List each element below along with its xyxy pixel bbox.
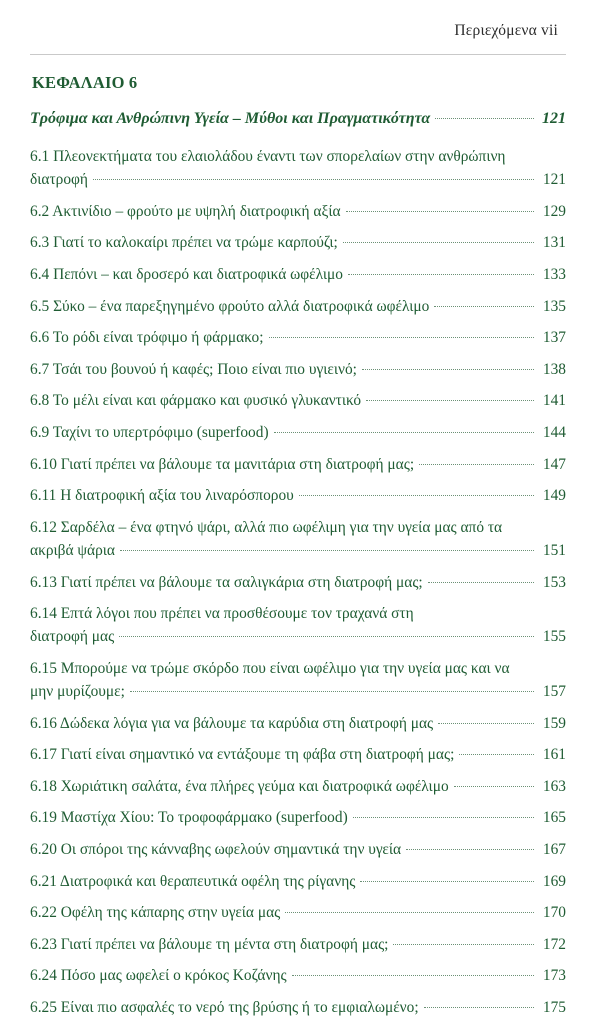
- list-item[interactable]: [30, 964, 566, 987]
- leader-dots: [269, 337, 534, 338]
- toc-entry-text: 6.13 Γιατί πρέπει να βάλουμε τα σαλιγκάρια στη διατροφή μας;: [30, 573, 423, 591]
- toc-entry-text-cont: μην μυρίζουμε;: [30, 682, 125, 700]
- toc-entry-text-cont: διατροφή: [30, 171, 88, 189]
- toc-list: [30, 107, 566, 1019]
- toc-entry-page: 159: [542, 714, 566, 732]
- toc-entry-text: 6.11 Η διατροφική αξία του λιναρόσπορου: [30, 487, 294, 505]
- list-item[interactable]: [30, 421, 566, 444]
- list-item[interactable]: [30, 295, 566, 318]
- list-item[interactable]: [30, 200, 566, 223]
- toc-entry-text: 6.25 Είναι πιο ασφαλές το νερό της βρύσης ή το εμφιαλωμένο;: [30, 999, 419, 1017]
- toc-entry-second-line: [30, 168, 566, 191]
- toc-entry-text: 6.10 Γιατί πρέπει να βάλουμε τα μανιτάρια στη διατροφή μας;: [30, 455, 415, 473]
- leader-dots: [366, 400, 534, 401]
- toc-entry-page: 167: [542, 841, 566, 859]
- toc-entry-text: 6.24 Πόσο μας ωφελεί ο κρόκος Κοζάνης: [30, 967, 287, 985]
- toc-entry-page: 121: [542, 171, 566, 189]
- toc-entry-page: 153: [542, 573, 566, 591]
- chapter-label: ΚΕΦΑΛΑΙΟ 6: [32, 73, 138, 92]
- toc-entry-text-cont: ακριβά ψάρια: [30, 541, 115, 559]
- list-item[interactable]: [30, 263, 566, 286]
- toc-entry-text: 6.22 Οφέλη της κάπαρης στην υγεία μας: [30, 904, 281, 922]
- leader-dots: [292, 975, 534, 976]
- leader-dots: [346, 211, 534, 212]
- toc-entry-text: 6.1 Πλεονεκτήματα του ελαιολάδου έναντι των σπορελαίων στην ανθρώπινη: [30, 148, 506, 165]
- leader-dots: [454, 786, 534, 787]
- toc-entry-page: 175: [542, 999, 566, 1017]
- toc-entry-text: 6.8 Το μέλι είναι και φάρμακο και φυσικό γλυκαντικό: [30, 392, 362, 410]
- toc-entry-text: 6.3 Γιατί το καλοκαίρι πρέπει να τρώμε καρπούζι;: [30, 234, 338, 252]
- toc-entry-page: 144: [542, 423, 566, 441]
- toc-entry-text-cont: διατροφή μας: [30, 628, 115, 646]
- toc-entry-page: 165: [542, 809, 566, 827]
- toc-entry-page: 169: [542, 872, 566, 890]
- toc-entry-text: 6.14 Επτά λόγοι που πρέπει να προσθέσουμε τον τραχανά στη: [30, 605, 414, 623]
- toc-entry-text: 6.6 Το ρόδι είναι τρόφιμο ή φάρμακο;: [30, 329, 264, 347]
- header-divider: [30, 54, 566, 55]
- leader-dots: [130, 691, 534, 692]
- toc-entry-page: 137: [542, 329, 566, 347]
- toc-entry-text: 6.18 Χωριάτικη σαλάτα, ένα πλήρες γεύμα και διατροφικά ωφέλιμο: [30, 777, 449, 795]
- list-item[interactable]: [30, 453, 566, 476]
- list-item[interactable]: [30, 516, 566, 562]
- toc-entry-page: 173: [542, 967, 566, 985]
- toc-entry-text: 6.7 Τσάι του βουνού ή καφές; Ποιο είναι πιο υγιεινό;: [30, 360, 357, 378]
- leader-dots: [424, 1007, 534, 1008]
- toc-entry-text: 6.4 Πεπόνι – και δροσερό και διατροφικά ωφέλιμο: [30, 265, 343, 283]
- toc-entry-text: 6.17 Γιατί είναι σημαντικό να εντάξουμε τη φάβα στη διατροφή μας;: [30, 746, 455, 764]
- toc-entry-text: 6.9 Ταχίνι το υπερτρόφιμο (superfood): [30, 423, 269, 441]
- toc-entry-text: 6.20 Οι σπόροι της κάνναβης ωφελούν σημαντικά την υγεία: [30, 841, 402, 859]
- leader-dots: [343, 242, 534, 243]
- toc-entry-page: 135: [542, 297, 566, 315]
- toc-entry-page: 161: [542, 746, 566, 764]
- leader-dots: [120, 550, 534, 551]
- leader-dots: [353, 817, 534, 818]
- leader-dots: [434, 306, 534, 307]
- list-item[interactable]: [30, 933, 566, 956]
- leader-dots: [393, 944, 534, 945]
- toc-entry-text: 6.23 Γιατί πρέπει να βάλουμε τη μέντα στη διατροφή μας;: [30, 935, 389, 953]
- list-item[interactable]: [30, 775, 566, 798]
- toc-entry-text: 6.16 Δώδεκα λόγια για να βάλουμε τα καρύδια στη διατροφή μας: [30, 714, 434, 732]
- list-item[interactable]: [30, 358, 566, 381]
- toc-entry-page: 129: [542, 202, 566, 220]
- toc-entry-second-line: [30, 625, 566, 648]
- toc-entry-text: 6.5 Σύκο – ένα παρεξηγημένο φρούτο αλλά διατροφικά ωφέλιμο: [30, 297, 430, 315]
- running-head: Περιεχόμενα vii: [454, 22, 558, 39]
- leader-dots: [299, 495, 534, 496]
- list-item[interactable]: [30, 838, 566, 861]
- toc-entry-text: 6.15 Μπορούμε να τρώμε σκόρδο που είναι ωφέλιμο για την υγεία μας και να: [30, 659, 510, 677]
- list-item[interactable]: [30, 806, 566, 829]
- toc-entry-page: 147: [542, 455, 566, 473]
- leader-dots: [419, 464, 534, 465]
- toc-entry-page: 155: [542, 628, 566, 646]
- list-item[interactable]: [30, 484, 566, 507]
- toc-entry-page: 141: [542, 392, 566, 410]
- list-item[interactable]: [30, 571, 566, 594]
- leader-dots: [362, 369, 534, 370]
- toc-chapter-title-entry[interactable]: [30, 107, 566, 131]
- list-item[interactable]: [30, 996, 566, 1019]
- toc-entry-page: 163: [542, 777, 566, 795]
- toc-entry-text: 6.2 Ακτινίδιο – φρούτο με υψηλή διατροφική αξία: [30, 202, 341, 220]
- toc-entry-text: 6.12 Σαρδέλα – ένα φτηνό ψάρι, αλλά πιο ωφέλιμη για την υγεία μας από τα: [30, 518, 503, 536]
- toc-entry-text: 6.19 Μαστίχα Χίου: Το τροφοφάρμακο (superfood): [30, 809, 348, 827]
- toc-entry-page: 151: [542, 541, 566, 559]
- toc-entry-page: 172: [542, 935, 566, 953]
- toc-entry-page: 157: [542, 682, 566, 700]
- leader-dots: [459, 754, 534, 755]
- leader-dots: [406, 849, 534, 850]
- list-item[interactable]: [30, 389, 566, 412]
- toc-entry-page: 131: [542, 234, 566, 252]
- leader-dots: [438, 723, 534, 724]
- list-item[interactable]: [30, 712, 566, 735]
- toc-entry-second-line: [30, 680, 566, 703]
- list-item[interactable]: [30, 743, 566, 766]
- list-item[interactable]: [30, 145, 566, 191]
- leader-dots: [93, 179, 534, 180]
- list-item[interactable]: [30, 901, 566, 924]
- leader-dots: [274, 432, 534, 433]
- list-item[interactable]: [30, 870, 566, 893]
- toc-entry-page: 121: [542, 110, 566, 127]
- list-item[interactable]: [30, 231, 566, 254]
- toc-entry-text: 6.21 Διατροφικά και θεραπευτικά οφέλη της ρίγανης: [30, 872, 356, 890]
- leader-dots: [428, 582, 534, 583]
- list-item[interactable]: [30, 602, 566, 648]
- toc-entry-text: Τρόφιμα και Ανθρώπινη Υγεία – Μύθοι και Πραγματικότητα: [30, 110, 431, 127]
- leader-dots: [119, 636, 534, 637]
- leader-dots: [360, 881, 534, 882]
- toc-entry-page: 170: [542, 904, 566, 922]
- list-item[interactable]: [30, 657, 566, 703]
- leader-dots: [348, 274, 534, 275]
- leader-dots: [435, 118, 534, 119]
- toc-entry-second-line: [30, 539, 566, 562]
- list-item[interactable]: [30, 326, 566, 349]
- toc-entry-page: 133: [542, 265, 566, 283]
- leader-dots: [285, 912, 534, 913]
- toc-entry-page: 138: [542, 360, 566, 378]
- toc-entry-page: 149: [542, 487, 566, 505]
